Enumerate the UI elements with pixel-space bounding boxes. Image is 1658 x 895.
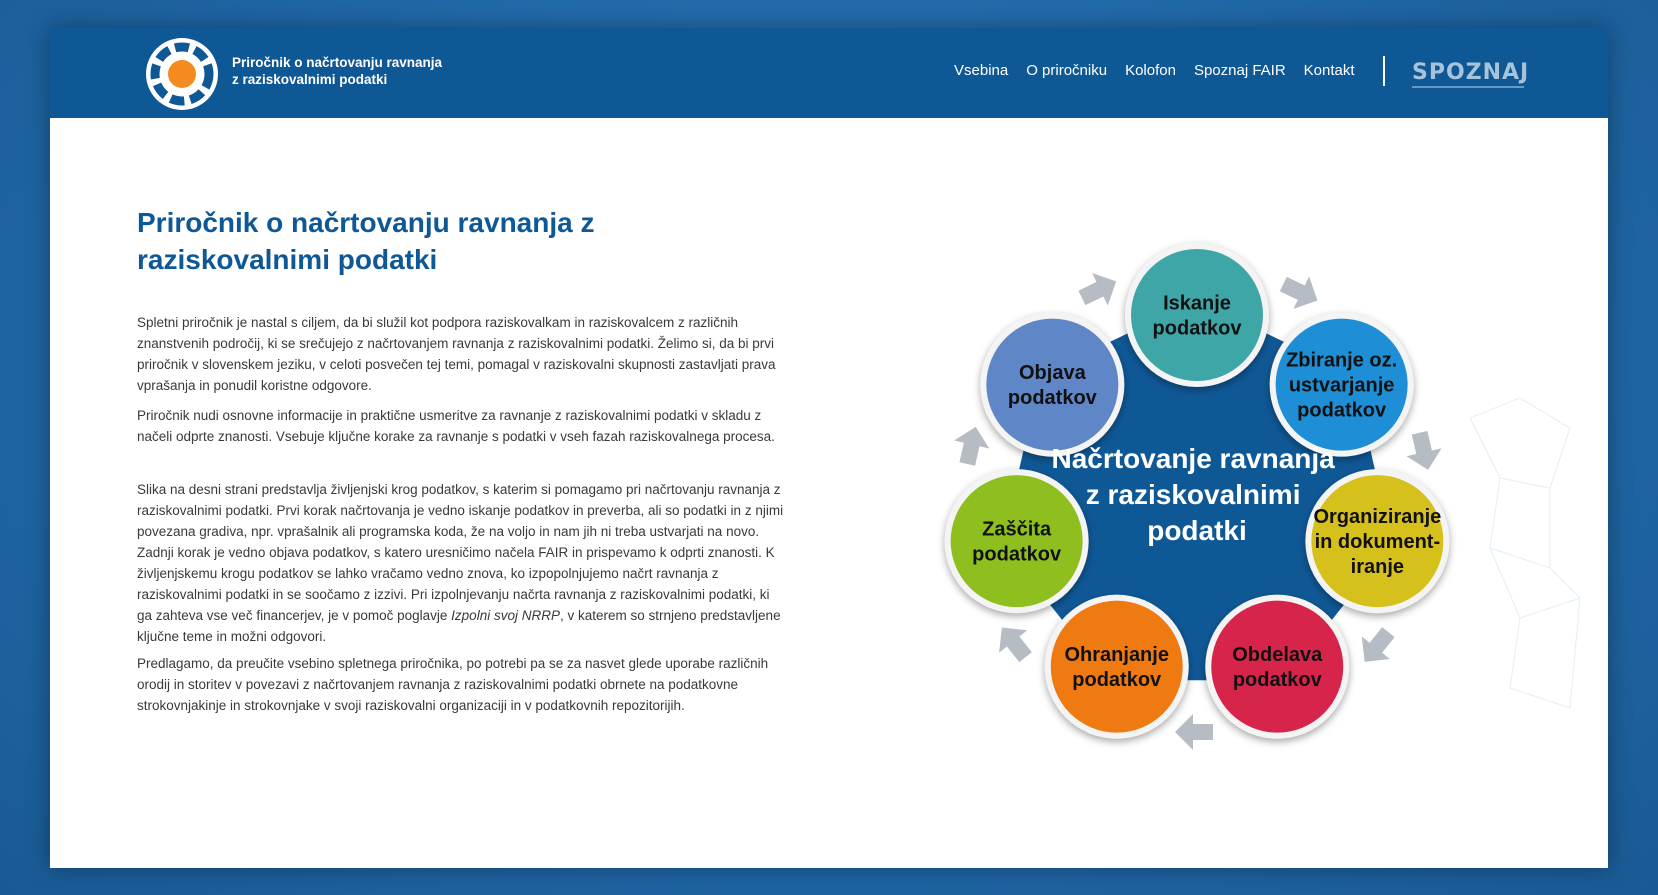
center-label-line1: Načrtovanje ravnanja <box>1051 443 1335 474</box>
step-node-circle <box>1211 601 1343 733</box>
step-node-ohranjanje[interactable] <box>1045 595 1189 739</box>
step-node-label-line: podatkov <box>972 543 1062 566</box>
nav-item-o-prirocniku[interactable]: O priročniku <box>1026 62 1108 79</box>
step-node-label-line: Zbiranje oz. <box>1286 349 1398 372</box>
site-title[interactable] <box>232 54 492 88</box>
cycle-arrow-icon <box>1402 429 1446 474</box>
intro-paragraph-4: Predlagamo, da preučite vsebino spletnega priročnika, po potrebi pa se za nasvet glede uporabe različnih orodij in storitev v povezavi z načrtovanjem ravnanja z raziskovalnimi podatki obrnete na podatkovne strokovnjakinje in strokovnjake v svoji raziskovalni organizaciji in v podatkovnih repozitorijih. <box>137 656 769 713</box>
center-label-line3: podatki <box>1147 515 1247 546</box>
cycle-arrow-icon <box>988 616 1040 668</box>
step-node-circle <box>986 319 1118 451</box>
site-title-line2: z raziskovalnimi podatki <box>232 72 388 87</box>
cycle-arrow-icon <box>1074 265 1124 314</box>
step-node-label-line: ustvarjanje <box>1288 374 1395 397</box>
main-nav <box>954 62 1373 79</box>
data-lifecycle-diagram <box>910 178 1510 778</box>
step-node-label-line: podatkov <box>1152 317 1242 340</box>
page-frame <box>50 28 1608 868</box>
step-node-circle <box>1131 249 1263 381</box>
step-node-label-line: in dokument- <box>1314 531 1441 554</box>
page-title <box>137 204 657 278</box>
nrrp-link[interactable]: Izpolni svoj NRRP <box>451 608 560 623</box>
cycle-arrow-icon <box>950 423 994 468</box>
intro-paragraph-1: Spletni priročnik je nastal s ciljem, da bi služil kot podpora raziskovalkam in raziskovalcem z različnih znanstvenih področij, ki se srečujejo z načrtovanjem ravnanja z raziskovalnimi podatki. Želimo si, da bi prvi priročnik v slovenskem jeziku, v celoti posvečen tej temi, pomagal v raziskovalni skupnosti zastavljati prava vprašanja in ponudil koristne odgovore. <box>137 315 776 393</box>
spoznaj-logo-underline <box>1412 86 1524 88</box>
logo-icon[interactable] <box>144 36 220 112</box>
step-node-label-line: Iskanje <box>1163 292 1231 315</box>
spoznaj-logo-text: SPOZNAJ <box>1412 60 1530 85</box>
nav-item-vsebina[interactable]: Vsebina <box>954 62 1009 79</box>
intro-paragraph-3-tail: , v katerem so strnjeno predstavljene ključne teme in možni odgovori. <box>137 608 781 644</box>
step-node-label-line: Zaščita <box>982 518 1052 541</box>
step-node-label-line: Obdelava <box>1232 644 1323 667</box>
intro-paragraph-3-text: Slika na desni strani predstavlja življenjski krog podatkov, s katerim si pomagamo pri načrtovanju ravnanja z raziskovalnimi podatki. Prvi korak načrtovanja je vedno iskanje podatkov in preverba, ali so podatki in z njimi povezana gradiva, npr. vprašalnik ali programska koda, že na voljo in nam jih ni treba ustvarjati na novo. Zadnji korak je vedno objava podatkov, s katero uresničimo načela FAIR in prispevamo k odprti znanosti. K življenjskemu krogu podatkov se lahko vračamo vedno znova, ko izpopolnjujemo načrt ravnanja z raziskovalnimi podatki in se soočamo z izzivi. Pri izpolnjevanju načrta ravnanja z raziskovalnimi podatki, ki ga zahteva vse več financerjev, je v pomoč poglavje <box>137 482 784 623</box>
step-node-iskanje[interactable] <box>1125 243 1269 387</box>
spoznaj-logo[interactable] <box>1412 60 1532 90</box>
step-node-zascita[interactable] <box>945 469 1089 613</box>
step-node-label <box>1286 350 1397 422</box>
page-title-line2: raziskovalnimi podatki <box>137 244 438 275</box>
step-node-organiziranje[interactable] <box>1305 469 1449 613</box>
cycle-arrow-icon <box>1175 714 1213 750</box>
step-node-circle <box>951 475 1083 607</box>
step-node-label-line: podatkov <box>1232 669 1322 692</box>
page-title-line1: Priročnik o načrtovanju ravnanja z <box>137 207 595 238</box>
cycle-arrow-icon <box>1351 621 1403 673</box>
step-node-label-line: Objava <box>1019 362 1086 385</box>
site-title-line1: Priročnik o načrtovanju ravnanja <box>232 55 443 70</box>
step-node-label-line: Ohranjanje <box>1064 644 1169 667</box>
nav-item-spoznaj-fair[interactable]: Spoznaj FAIR <box>1193 62 1286 79</box>
step-node-obdelava[interactable] <box>1205 595 1349 739</box>
step-node-label-line: podatkov <box>1297 399 1387 422</box>
step-node-label-line: podatkov <box>1072 669 1162 692</box>
nav-divider <box>1383 56 1385 86</box>
nav-item-kolofon[interactable]: Kolofon <box>1125 62 1176 79</box>
step-node-zbiranje-oz[interactable] <box>1270 313 1414 457</box>
cycle-arrow-icon <box>1275 268 1325 317</box>
site-header <box>50 28 1608 118</box>
step-node-label-line: podatkov <box>1007 387 1097 410</box>
step-node-label-line: iranje <box>1350 556 1405 579</box>
center-label-line2: z raziskovalnimi <box>1085 479 1301 510</box>
step-node-circle <box>1051 601 1183 733</box>
step-node-objava[interactable] <box>980 313 1124 457</box>
intro-paragraph-3 <box>137 479 787 647</box>
intro-paragraph-2: Priročnik nudi osnovne informacije in praktične usmeritve za ravnanje z raziskovalnimi podatki v skladu z načeli odprte znanosti. Vsebuje ključne korake za ravnanje s podatki v vseh fazah raziskovalnega procesa. <box>137 408 775 444</box>
step-node-label-line: Organiziranje <box>1313 506 1442 529</box>
nav-item-kontakt[interactable]: Kontakt <box>1303 62 1355 79</box>
